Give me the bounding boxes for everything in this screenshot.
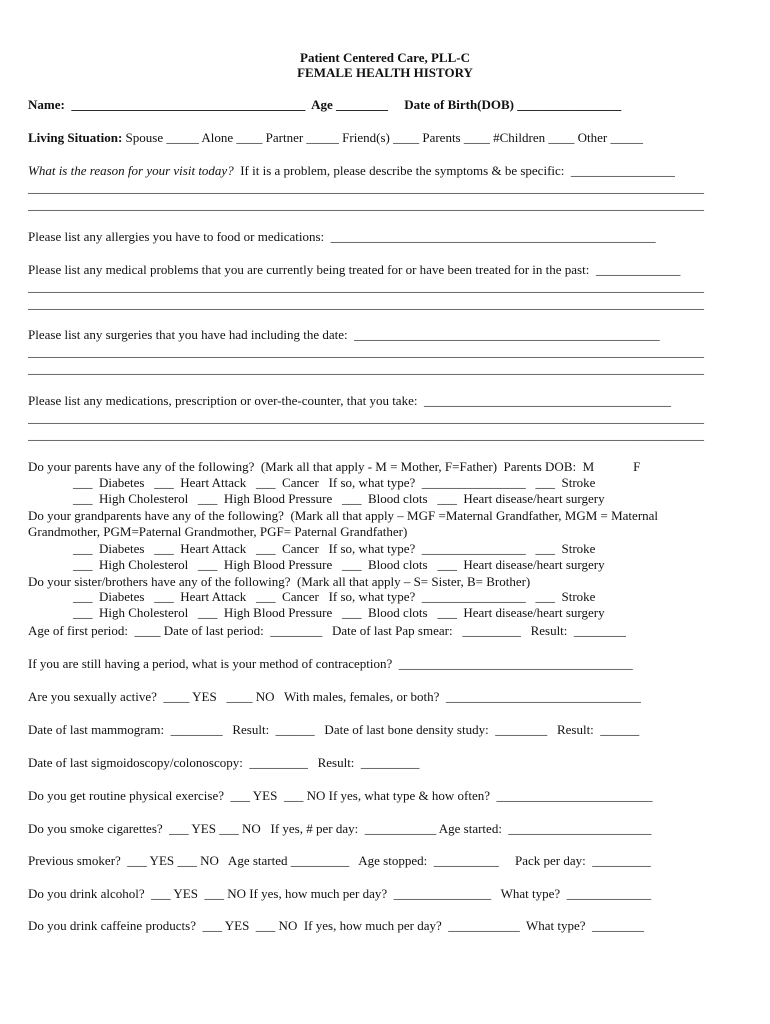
blank-line[interactable]: ________________________________________________________________________________________________________ (28, 296, 704, 311)
medical-problems-row[interactable]: Please list any medical problems that you are currently being treated for or have been treated for in the past: _____________ (28, 262, 681, 277)
sexually-active-row[interactable]: Are you sexually active? ____ YES ____ NO With males, females, or both? ______________________________ (28, 689, 641, 704)
alcohol-row[interactable]: Do you drink alcohol? ___ YES ___ NO If yes, how much per day? _______________ What type? _____________ (28, 886, 652, 901)
blank-line[interactable]: ________________________________________________________________________________________________________ (28, 279, 704, 294)
siblings-question: Do your sister/brothers have any of the following? (Mark all that apply – S= Sister, B= Brother) (28, 574, 531, 589)
surgeries-row[interactable]: Please list any surgeries that you have had including the date: _______________________________________________ (28, 327, 660, 342)
colonoscopy-row[interactable]: Date of last sigmoidoscopy/colonoscopy: _________ Result: _________ (28, 755, 420, 770)
parents-question[interactable]: Do your parents have any of the following? (Mark all that apply - M = Mother, F=Father) Parents DOB: M F (28, 459, 641, 474)
reason-row[interactable] (28, 163, 675, 178)
period-row[interactable]: Age of first period: ____ Date of last period: ________ Date of last Pap smear: _________ Result: ________ (28, 623, 626, 638)
siblings-conditions-row-1[interactable]: ___ Diabetes ___ Heart Attack ___ Cancer If so, what type? ________________ ___ Stroke (73, 589, 596, 604)
blank-line[interactable]: ________________________________________________________________________________________________________ (28, 361, 704, 376)
previous-smoker-row[interactable]: Previous smoker? ___ YES ___ NO Age started _________ Age stopped: __________ Pack per day: _________ (28, 853, 651, 868)
blank-line[interactable]: ________________________________________________________________________________________________________ (28, 410, 704, 425)
blank-line[interactable]: ________________________________________________________________________________________________________ (28, 344, 704, 359)
grandparents-conditions-row-1[interactable]: ___ Diabetes ___ Heart Attack ___ Cancer If so, what type? ________________ ___ Stroke (73, 541, 596, 556)
siblings-conditions-row-2[interactable]: ___ High Cholesterol ___ High Blood Pressure ___ Blood clots ___ Heart disease/heart surgery (73, 605, 605, 620)
allergies-row[interactable]: Please list any allergies you have to food or medications: __________________________________________________ (28, 229, 656, 244)
mammogram-row[interactable]: Date of last mammogram: ________ Result: ______ Date of last bone density study: ________ Result: ______ (28, 722, 640, 737)
reason-question: What is the reason for your visit today? (28, 163, 234, 178)
parents-conditions-row-1[interactable]: ___ Diabetes ___ Heart Attack ___ Cancer If so, what type? ________________ ___ Stroke (73, 475, 596, 490)
caffeine-row[interactable]: Do you drink caffeine products? ___ YES ___ NO If yes, how much per day? ___________ What type? ________ (28, 918, 645, 933)
grandparents-question: Do your grandparents have any of the following? (Mark all that apply – MGF =Maternal Grandfather, MGM = Maternal (28, 508, 659, 523)
name-row[interactable]: Name: ____________________________________ Age ________ Date of Birth(DOB) ________________ (28, 97, 622, 112)
reason-instructions: If it is a problem, please describe the symptoms & be specific: ________________ (233, 163, 675, 178)
living-situation-row[interactable] (28, 130, 643, 145)
smoking-row[interactable]: Do you smoke cigarettes? ___ YES ___ NO If yes, # per day: ___________ Age started: ______________________ (28, 821, 652, 836)
org-name: Patient Centered Care, PLL-C (300, 50, 470, 65)
blank-line[interactable]: ________________________________________________________________________________________________________ (28, 197, 704, 212)
medications-row[interactable]: Please list any medications, prescription or over-the-counter, that you take: ______________________________________ (28, 393, 671, 408)
contraception-row[interactable]: If you are still having a period, what is your method of contraception? ____________________________________ (28, 656, 633, 671)
living-label: Living Situation: (28, 130, 123, 145)
parents-conditions-row-2[interactable]: ___ High Cholesterol ___ High Blood Pressure ___ Blood clots ___ Heart disease/heart surgery (73, 491, 605, 506)
exercise-row[interactable]: Do you get routine physical exercise? ___ YES ___ NO If yes, what type & how often? ________________________ (28, 788, 653, 803)
living-options[interactable]: Spouse _____ Alone ____ Partner _____ Friend(s) ____ Parents ____ #Children ____ Other _____ (122, 130, 643, 145)
blank-line[interactable]: ________________________________________________________________________________________________________ (28, 180, 704, 195)
form-title: FEMALE HEALTH HISTORY (297, 65, 473, 80)
grandparents-conditions-row-2[interactable]: ___ High Cholesterol ___ High Blood Pressure ___ Blood clots ___ Heart disease/heart surgery (73, 557, 605, 572)
blank-line[interactable]: ________________________________________________________________________________________________________ (28, 427, 704, 442)
grandparents-question-cont: Grandmother, PGM=Paternal Grandmother, PGF= Paternal Grandfather) (28, 524, 408, 539)
